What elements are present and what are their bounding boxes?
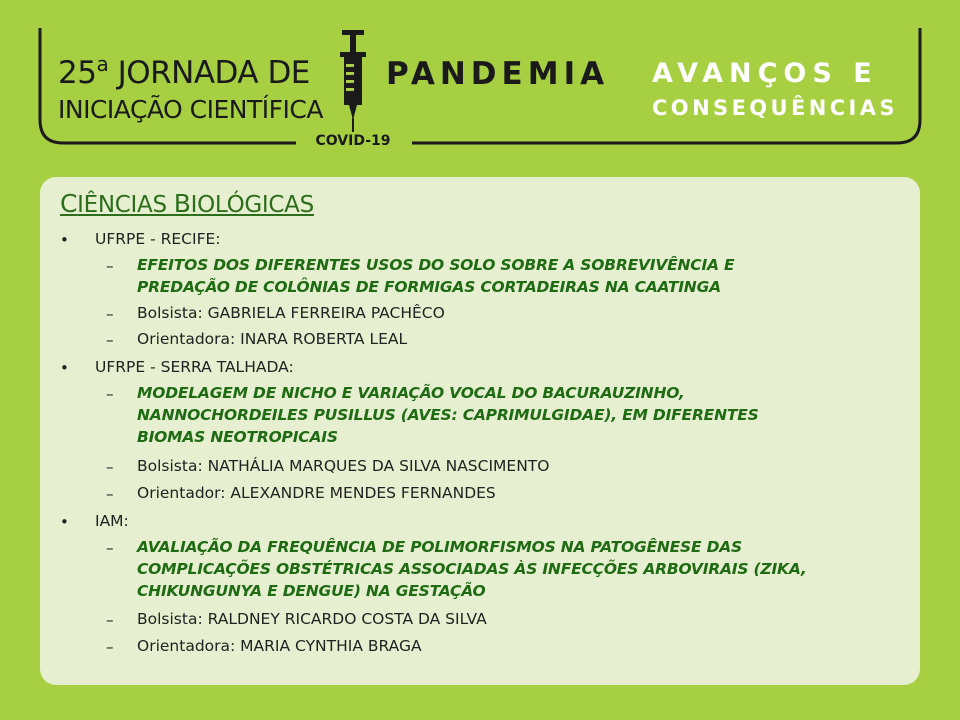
bolsista-name: RALDNEY RICARDO COSTA DA SILVA [207, 610, 487, 628]
header-banner [0, 0, 960, 170]
bolsista-entry [137, 304, 445, 322]
orientador-entry [137, 484, 496, 502]
dash-icon: – [106, 331, 114, 349]
institution-name: UFRPE - SERRA TALHADA: [95, 358, 294, 376]
bolsista-name: GABRIELA FERREIRA PACHÊCO [207, 304, 445, 322]
section-title-cap-1: C [60, 189, 78, 218]
avancos-subtitle: AVANÇOS E [652, 58, 878, 89]
orientador-entry [137, 637, 422, 655]
bolsista-entry [137, 610, 487, 628]
institution-name: IAM: [95, 512, 129, 530]
dash-icon: – [106, 257, 114, 275]
bolsista-entry [137, 457, 549, 475]
orientador-entry [137, 330, 407, 348]
project-title-line: NANNOCHORDEILES PUSILLUS (AVES: CAPRIMULGIDAE), EM DIFERENTES [137, 406, 759, 424]
section-title-cap-2: B [173, 189, 191, 218]
pandemia-title: PANDEMIA [386, 56, 610, 92]
content-panel [40, 177, 920, 685]
edition-superscript: a [96, 52, 109, 76]
project-title-line: AVALIAÇÃO DA FREQUÊNCIA DE POLIMORFISMOS NA PATOGÊNESE DAS [137, 538, 742, 556]
section-title-rest-2: IOLÓGICAS [190, 192, 314, 218]
project-title-line: PREDAÇÃO DE COLÔNIAS DE FORMIGAS CORTADEIRAS NA CAATINGA [137, 278, 721, 296]
section-title [60, 189, 314, 218]
dash-icon: – [106, 458, 114, 476]
dash-icon: – [106, 611, 114, 629]
jornada-label: JORNADA DE [108, 55, 310, 91]
orientador-label: Orientadora: [137, 637, 236, 655]
dash-icon: – [106, 385, 114, 403]
bullet-icon: • [60, 359, 69, 377]
bolsista-label: Bolsista: [137, 304, 203, 322]
orientador-name: INARA ROBERTA LEAL [240, 330, 408, 348]
orientador-label: Orientador: [137, 484, 226, 502]
consequencias-subtitle: CONSEQUÊNCIAS [652, 96, 898, 120]
covid-label: COVID-19 [315, 133, 391, 149]
jornada-title-line2: INICIAÇÃO CIENTÍFICA [58, 95, 323, 124]
syringe-icon [340, 30, 366, 132]
project-title-line: EFEITOS DOS DIFERENTES USOS DO SOLO SOBRE A SOBREVIVÊNCIA E [137, 256, 735, 274]
dash-icon: – [106, 305, 114, 323]
project-title-line: BIOMAS NEOTROPICAIS [137, 428, 338, 446]
orientador-name: ALEXANDRE MENDES FERNANDES [230, 484, 496, 502]
bullet-icon: • [60, 231, 69, 249]
project-title-line: CHIKUNGUNYA E DENGUE) NA GESTAÇÃO [137, 582, 486, 600]
edition-number: 25 [58, 55, 97, 91]
orientador-name: MARIA CYNTHIA BRAGA [240, 637, 422, 655]
project-title-line: MODELAGEM DE NICHO E VARIAÇÃO VOCAL DO BACURAUZINHO, [137, 384, 685, 402]
bolsista-name: NATHÁLIA MARQUES DA SILVA NASCIMENTO [207, 457, 550, 475]
bolsista-label: Bolsista: [137, 610, 203, 628]
section-title-rest-1: IÊNCIAS [77, 192, 174, 218]
dash-icon: – [106, 539, 114, 557]
dash-icon: – [106, 638, 114, 656]
dash-icon: – [106, 485, 114, 503]
institution-name: UFRPE - RECIFE: [95, 230, 221, 248]
project-title-line: COMPLICAÇÕES OBSTÉTRICAS ASSOCIADAS ÀS INFECÇÕES ARBOVIRAIS (ZIKA, [137, 560, 807, 578]
bullet-icon: • [60, 513, 69, 531]
orientador-label: Orientadora: [137, 330, 236, 348]
bolsista-label: Bolsista: [137, 457, 203, 475]
jornada-title-line1 [58, 52, 310, 91]
